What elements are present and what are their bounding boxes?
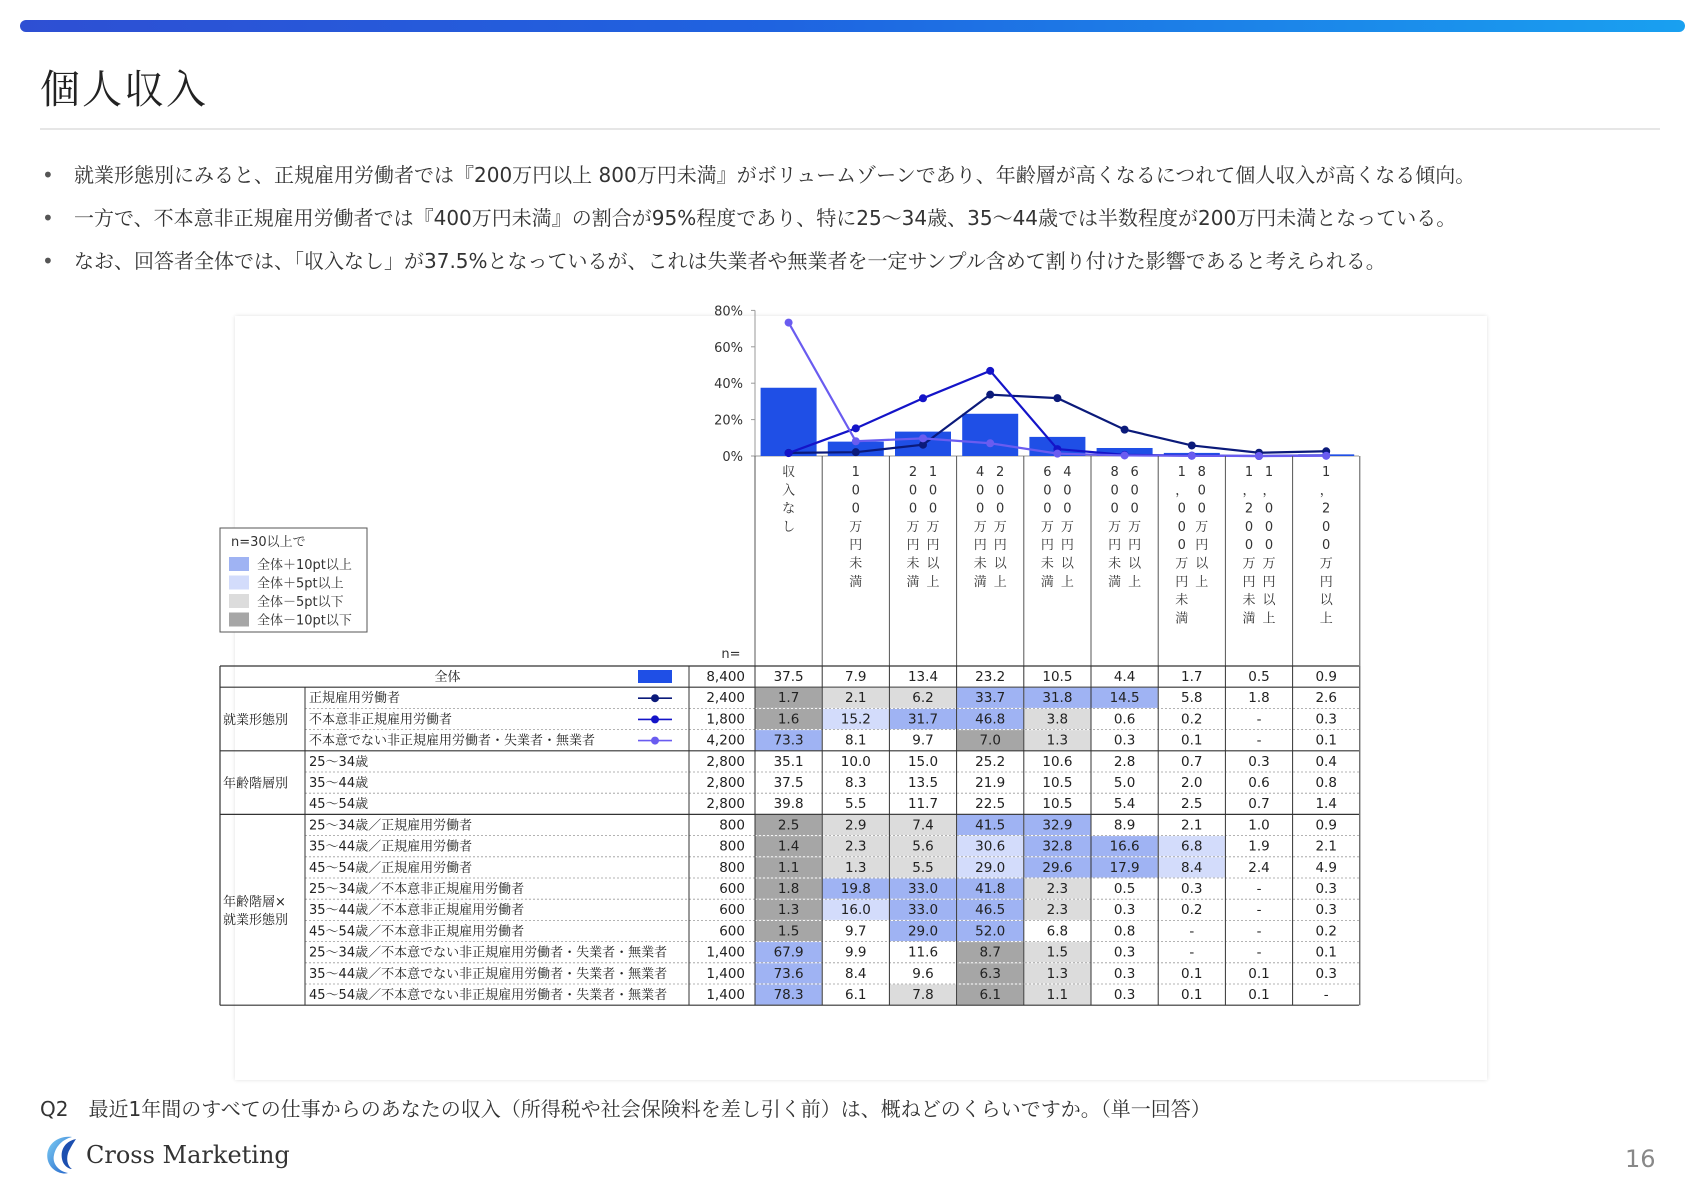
legend-label: 全体＋10pt以上 (257, 558, 352, 573)
cell-value: 11.6 (907, 944, 939, 961)
cross-marketing-logo-icon (42, 1133, 84, 1177)
y-tick-label: 40% (714, 377, 743, 393)
series-point-3 (919, 434, 927, 442)
row-label: 35～44歳／正規雇用労働者 (309, 839, 473, 855)
cell-value: 11.7 (907, 796, 939, 813)
row-marker-point (651, 694, 659, 702)
cell-value: 5.6 (912, 838, 934, 855)
bar-overall (962, 414, 1018, 456)
cell-value: 0.7 (1248, 796, 1270, 813)
cell-value: 21.9 (975, 775, 1006, 791)
cell-value: 73.6 (773, 965, 804, 982)
cell-value: 0.3 (1181, 881, 1203, 897)
legend-title: n=30以上で (231, 535, 306, 550)
series-point-2 (919, 394, 927, 402)
row-label: 正規雇用労働者 (309, 691, 401, 707)
row-label: 35～44歳 (309, 776, 369, 791)
cell-value: 4.9 (1315, 859, 1337, 876)
legend-swatch (229, 613, 249, 627)
row-label: 25～34歳／正規雇用労働者 (309, 818, 473, 834)
cell-value: - (1189, 944, 1195, 961)
cell-value: 0.3 (1315, 902, 1337, 919)
series-point-1 (1188, 441, 1196, 449)
cell-value: 22.5 (975, 796, 1006, 813)
row-n: 1,400 (706, 987, 745, 1003)
cell-value: 0.6 (1248, 775, 1270, 791)
group-label: 年齢階層別 (223, 776, 289, 792)
cell-value: 8.3 (845, 775, 867, 791)
cell-value: 8.1 (845, 732, 867, 749)
row-label: 不本意でない非正規雇用労働者・失業者・無業者 (309, 733, 596, 749)
cell-value: 32.8 (1042, 838, 1073, 855)
cell-value: 5.5 (912, 859, 934, 876)
income-chart-svg (223, 304, 1487, 1080)
cell-value: 1.0 (1248, 817, 1270, 834)
bullet-item (42, 248, 1682, 291)
series-point-3 (1255, 452, 1263, 460)
page-number: 16 (1625, 1145, 1656, 1173)
cell-value: 1.3 (777, 902, 800, 919)
cell-value: 52.0 (975, 923, 1006, 940)
cell-value: 1.5 (1046, 944, 1069, 961)
cell-value: 5.0 (1113, 775, 1136, 791)
category-label: 1 0 0 万円未満 (849, 465, 863, 590)
cell-value: 23.2 (975, 669, 1006, 685)
series-point-3 (986, 439, 994, 447)
bullet-text: 一方で、不本意非正規雇用労働者では『400万円未満』の割合が95%程度であり、特に25～34歳、35～44歳では半数程度が200万円未満となっている。 (74, 206, 1457, 230)
cell-value: 73.3 (773, 732, 804, 749)
category-label: 1 ， 0 0 0 万円未満 (1175, 465, 1189, 627)
category-label: 1 ， 0 0 0 万円以上 (1262, 465, 1276, 627)
cell-value: 1.5 (777, 923, 800, 940)
cell-value: 0.7 (1181, 753, 1203, 770)
cell-value: 1.3 (845, 859, 867, 876)
y-tick-label: 0% (722, 450, 743, 465)
cell-value: 6.1 (845, 987, 867, 1003)
bullet-item (42, 205, 1682, 248)
cell-value: 31.7 (907, 711, 939, 728)
row-n: 600 (719, 902, 745, 919)
cell-value: 6.2 (912, 690, 934, 707)
cell-value: - (1323, 987, 1329, 1003)
row-n: 2,800 (706, 796, 745, 813)
cell-value: 0.1 (1315, 732, 1337, 749)
row-n: 800 (719, 817, 745, 834)
cell-value: 2.6 (1315, 690, 1337, 707)
page-title: 個人収入 (40, 67, 208, 113)
legend-label: 全体－5pt以下 (257, 595, 344, 610)
y-tick-label: 80% (714, 304, 743, 320)
cell-value: 19.8 (840, 881, 871, 897)
cell-value: 2.1 (1315, 838, 1337, 855)
category-label: 8 0 0 万円未満 (1108, 465, 1122, 590)
cell-value: 10.5 (1042, 796, 1073, 813)
row-label-overall: 全体 (434, 670, 461, 685)
cell-value: 2.0 (1181, 775, 1203, 791)
cell-value: 0.8 (1315, 775, 1337, 791)
row-label: 45～54歳 (309, 797, 369, 813)
row-label: 不本意非正規雇用労働者 (309, 712, 453, 728)
cell-value: 6.8 (1181, 838, 1203, 855)
series-point-2 (986, 367, 994, 375)
cell-value: 25.2 (975, 753, 1006, 770)
n-header-label: n= (721, 647, 741, 662)
cell-value: 2.3 (1046, 902, 1069, 919)
cell-value: 0.5 (1248, 669, 1270, 685)
bullet-item (42, 162, 1682, 205)
cell-value: 29.6 (1042, 859, 1073, 876)
row-label: 25～34歳 (309, 754, 369, 770)
legend-label: 全体＋5pt以上 (257, 576, 344, 592)
category-label: 6 0 0 万円未満 (1040, 465, 1054, 590)
cell-value: 0.4 (1315, 753, 1337, 770)
cell-value: 16.6 (1109, 838, 1140, 855)
cell-value: 0.2 (1315, 923, 1337, 940)
cell-value: 15.0 (907, 753, 939, 770)
y-tick-label: 20% (714, 413, 743, 429)
series-point-3 (1121, 451, 1129, 459)
cell-value: 7.0 (979, 732, 1001, 749)
cell-value: 46.8 (975, 711, 1006, 728)
category-label: 1 ， 2 0 0 万円未満 (1242, 465, 1256, 627)
bullet-dot-icon: • (42, 163, 54, 187)
bullet-text: なお、回答者全体では、「収入なし」が37.5%となっているが、これは失業者や無業者を一定サンプル含めて割り付けた影響であると考えられる。 (74, 249, 1386, 273)
cell-value: 1.3 (1046, 965, 1069, 982)
cell-value: 67.9 (773, 944, 804, 961)
row-n: 800 (719, 838, 745, 855)
cell-value: 5.8 (1181, 690, 1203, 707)
series-point-3 (1322, 452, 1330, 460)
cell-value: 14.5 (1109, 690, 1140, 707)
row-label: 45～54歳／正規雇用労働者 (309, 860, 473, 876)
row-marker-point (651, 737, 659, 745)
question-note: Q2 最近1年間のすべての仕事からのあなたの収入（所得税や社会保険料を差し引く前）は、概ねどのくらいですか。（単一回答） (40, 1097, 1211, 1121)
cell-value: 0.3 (1113, 987, 1136, 1003)
cell-value: 6.8 (1046, 923, 1069, 940)
row-n: 1,400 (706, 965, 745, 982)
cell-value: - (1256, 711, 1262, 728)
cell-value: 37.5 (773, 775, 804, 791)
cell-value: 1.1 (777, 859, 800, 876)
cell-value: 0.3 (1248, 753, 1270, 770)
cell-value: 17.9 (1109, 859, 1140, 876)
cell-value: 9.6 (912, 965, 934, 982)
series-point-2 (785, 449, 793, 457)
cell-value: 13.4 (907, 669, 939, 685)
row-n: 8,400 (706, 669, 745, 685)
category-label: 8 0 0 万円以上 (1195, 465, 1209, 590)
cell-value: 2.3 (1046, 881, 1069, 897)
series-point-3 (852, 437, 860, 445)
cell-value: 0.9 (1315, 817, 1337, 834)
cell-value: - (1256, 902, 1262, 919)
cell-value: 3.8 (1046, 711, 1069, 728)
category-label: 4 0 0 万円未満 (973, 465, 987, 590)
bullet-text: 就業形態別にみると、正規雇用労働者では『200万円以上 800万円未満』がボリュームゾーンであり、年齢層が高くなるにつれて個人収入が高くなる傾向。 (74, 163, 1476, 187)
cell-value: 5.5 (845, 796, 867, 813)
cell-value: 33.0 (907, 902, 939, 919)
cell-value: 30.6 (975, 838, 1006, 855)
cell-value: 2.1 (845, 690, 867, 707)
row-label: 45～54歳／不本意非正規雇用労働者 (309, 924, 525, 940)
legend-swatch (229, 557, 249, 571)
cell-value: 1.8 (1248, 690, 1270, 707)
row-n: 1,400 (706, 944, 745, 961)
row-n: 600 (719, 923, 745, 940)
series-point-3 (785, 319, 793, 327)
cell-value: 7.4 (912, 817, 934, 834)
cell-value: 10.6 (1042, 753, 1073, 770)
logo-text: Cross Marketing (86, 1141, 290, 1169)
cell-value: 0.8 (1113, 923, 1136, 940)
row-label: 35～44歳／不本意非正規雇用労働者 (309, 903, 525, 919)
cell-value: 2.1 (1181, 817, 1203, 834)
header-accent-bar (20, 20, 1685, 32)
series-line-3 (789, 323, 1327, 456)
cell-value: 0.3 (1113, 902, 1136, 919)
cell-value: - (1256, 944, 1262, 961)
cell-value: 1.1 (1046, 987, 1069, 1003)
series-point-3 (1188, 452, 1196, 460)
cell-value: 1.6 (777, 711, 800, 728)
cell-value: 13.5 (907, 775, 939, 791)
cell-value: 0.1 (1181, 732, 1203, 749)
row-n: 600 (719, 881, 745, 897)
cell-value: 1.7 (1181, 669, 1203, 685)
cell-value: 8.7 (979, 944, 1001, 961)
cell-value: 0.6 (1113, 711, 1136, 728)
cell-value: 2.5 (1181, 796, 1203, 813)
cell-value: 78.3 (773, 987, 804, 1003)
cell-value: 1.4 (1315, 796, 1337, 813)
row-label: 25～34歳／不本意でない非正規雇用労働者・失業者・無業者 (309, 945, 668, 961)
cell-value: 32.9 (1042, 817, 1073, 834)
row-label: 45～54歳／不本意でない非正規雇用労働者・失業者・無業者 (309, 988, 668, 1003)
cell-value: 37.5 (773, 669, 804, 685)
cell-value: 29.0 (907, 923, 939, 940)
cell-value: 8.4 (1181, 859, 1203, 876)
cell-value: 7.9 (845, 669, 867, 685)
cell-value: 0.1 (1181, 987, 1203, 1003)
cell-value: 9.7 (912, 732, 934, 749)
cell-value: 33.0 (907, 881, 939, 897)
cell-value: 29.0 (975, 859, 1006, 876)
cell-value: 0.1 (1181, 965, 1203, 982)
overall-bar-icon (638, 670, 672, 683)
group-label: 就業形態別 (223, 713, 289, 728)
cell-value: 9.7 (845, 923, 867, 940)
cell-value: 0.9 (1315, 669, 1337, 685)
cell-value: 41.8 (975, 881, 1006, 897)
series-point-2 (852, 424, 860, 432)
category-label: 1 ， 2 0 0 万円以上 (1319, 465, 1333, 627)
cell-value: - (1256, 923, 1262, 940)
cell-value: 6.1 (979, 987, 1001, 1003)
cell-value: 0.3 (1315, 965, 1337, 982)
cell-value: 2.8 (1113, 753, 1136, 770)
bullet-dot-icon: • (42, 206, 54, 230)
cell-value: 9.9 (845, 944, 867, 961)
cell-value: 1.7 (777, 690, 800, 707)
series-point-1 (852, 448, 860, 456)
cell-value: 1.8 (777, 881, 800, 897)
series-point-1 (986, 391, 994, 399)
cell-value: 35.1 (773, 753, 804, 770)
cell-value: 39.8 (773, 796, 804, 813)
cell-value: - (1256, 881, 1262, 897)
cell-value: 8.4 (845, 965, 867, 982)
cell-value: 16.0 (840, 902, 871, 919)
row-n: 2,400 (706, 690, 745, 707)
category-label: 1 0 0 万円以上 (926, 465, 940, 590)
cell-value: 2.9 (845, 817, 867, 834)
bullet-dot-icon: • (42, 249, 54, 273)
y-tick-label: 60% (714, 340, 743, 356)
cell-value: 7.8 (912, 987, 934, 1003)
cell-value: 0.2 (1181, 711, 1203, 728)
cell-value: 1.9 (1248, 838, 1270, 855)
series-point-1 (1053, 394, 1061, 402)
category-label: 2 0 0 万円以上 (993, 465, 1007, 590)
cell-value: 15.2 (840, 711, 871, 728)
cell-value: 10.5 (1042, 669, 1073, 685)
row-n: 2,800 (706, 753, 745, 770)
row-n: 1,800 (706, 711, 745, 728)
cell-value: 0.2 (1181, 902, 1203, 919)
row-n: 4,200 (706, 732, 745, 749)
cell-value: 2.3 (845, 838, 867, 855)
cell-value: 0.1 (1248, 987, 1270, 1003)
cell-value: 0.3 (1315, 711, 1337, 728)
row-n: 800 (719, 859, 745, 876)
cell-value: 0.3 (1113, 965, 1136, 982)
cell-value: 10.5 (1042, 775, 1073, 791)
cell-value: 2.4 (1248, 859, 1270, 876)
row-label: 25～34歳／不本意非正規雇用労働者 (309, 882, 525, 897)
group-label: 年齢階層× (223, 894, 286, 910)
row-marker-point (651, 715, 659, 723)
cell-value: 0.3 (1315, 881, 1337, 897)
category-label: 収入なし (782, 465, 796, 535)
cell-value: 46.5 (975, 902, 1006, 919)
legend-swatch (229, 576, 249, 590)
cell-value: 6.3 (979, 965, 1001, 982)
legend-label: 全体－10pt以下 (257, 613, 352, 629)
cell-value: 41.5 (975, 817, 1006, 834)
group-label: 就業形態別 (223, 912, 289, 928)
cell-value: 1.3 (1046, 732, 1069, 749)
series-point-3 (1053, 450, 1061, 458)
cell-value: 31.8 (1042, 690, 1073, 707)
company-logo (42, 1133, 290, 1177)
row-label: 35～44歳／不本意でない非正規雇用労働者・失業者・無業者 (309, 966, 668, 982)
cell-value: 0.3 (1113, 732, 1136, 749)
cell-value: 4.4 (1113, 669, 1136, 685)
chart-panel (223, 304, 1487, 1080)
cell-value: 2.5 (777, 817, 800, 834)
cell-value: 5.4 (1113, 796, 1136, 813)
bullet-list (42, 162, 1682, 291)
title-divider (40, 128, 1660, 130)
series-point-1 (1121, 426, 1129, 434)
legend-swatch (229, 594, 249, 608)
cell-value: 0.3 (1113, 944, 1136, 961)
category-label: 2 0 0 万円未満 (906, 465, 920, 590)
cell-value: 10.0 (840, 753, 871, 770)
cell-value: 0.5 (1113, 881, 1136, 897)
cell-value: 0.1 (1315, 944, 1337, 961)
cell-value: - (1189, 923, 1195, 940)
cell-value: - (1256, 732, 1262, 749)
cell-value: 8.9 (1113, 817, 1136, 834)
cell-value: 0.1 (1248, 965, 1270, 982)
row-n: 2,800 (706, 775, 745, 791)
cell-value: 33.7 (975, 690, 1006, 707)
category-label: 4 0 0 万円以上 (1060, 465, 1074, 590)
category-label: 6 0 0 万円以上 (1128, 465, 1142, 590)
cell-value: 1.4 (777, 838, 800, 855)
